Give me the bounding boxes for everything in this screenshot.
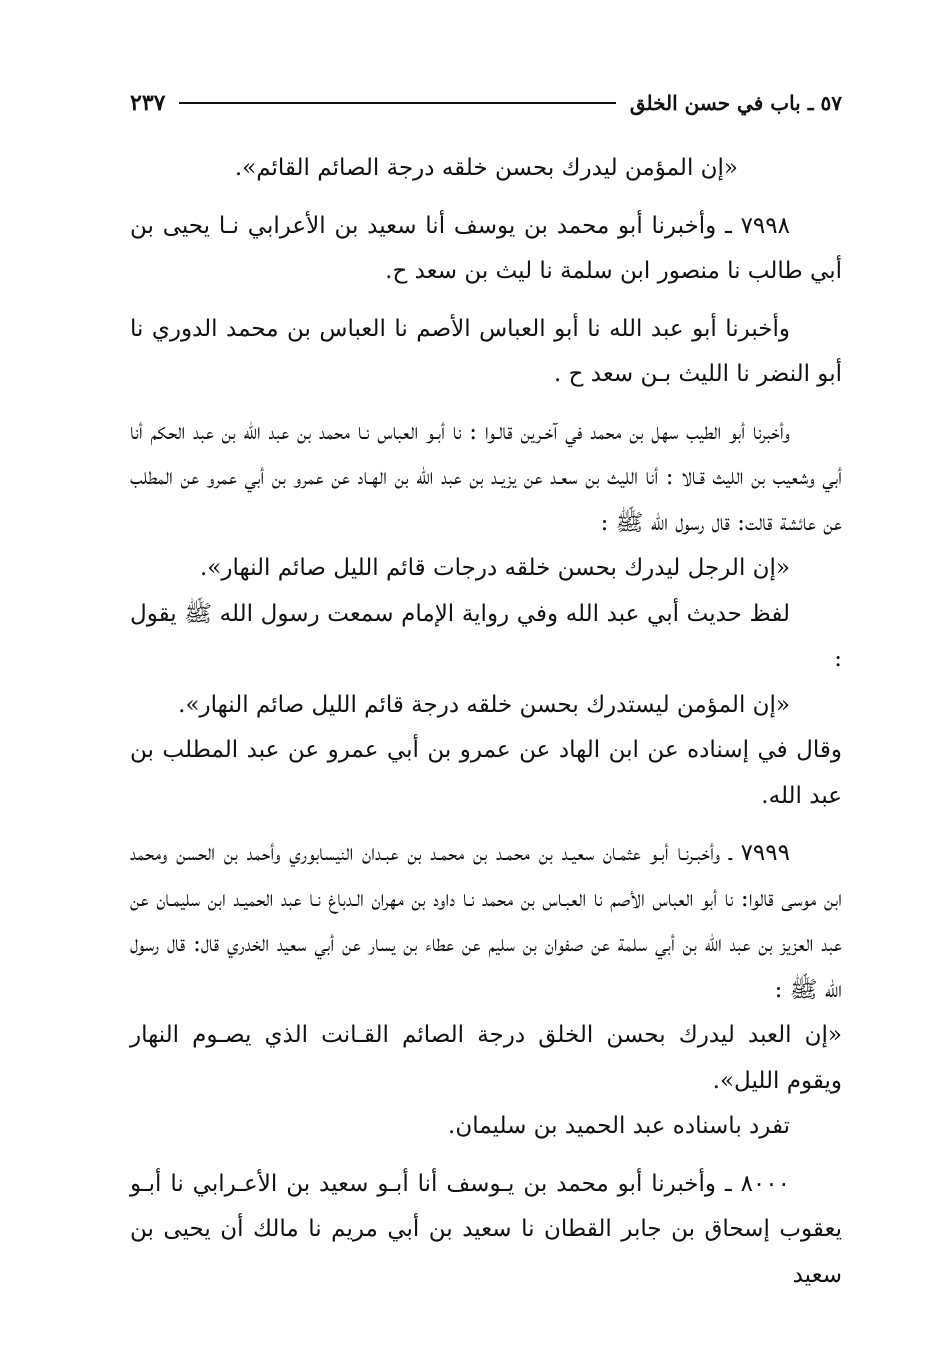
page-body	[130, 146, 842, 1298]
page-header	[130, 88, 842, 118]
hadith-text: «إن الرجل ليدرك بحسن خلقه درجات قائم الليل صائم النهار».	[199, 555, 790, 581]
narration-paragraph: وأخبرنا أبو الطيب سهل بن محمد في آخـرين قالـوا : نا أبـو العباس نـا محمد بن عبد الله بن عبد الحكم أنا أبي وشعيب بن الليث قـالا : أنا الليث بن سعـد عن يزيـد بن عبد الله بن الهـاد عن عمرو بن أبي عمرو عن المطلب عن عائشة قالت: قال رسول الله ﷺ :	[130, 418, 843, 536]
narration-paragraph: ٧٩٩٩ ـ وأخبـرنـا أبـو عثمـان سعيـد بن محمـد بن محمـد بن عبـدان النيسابوري وأحمد بن الحسن ومحمد ابن موسى قالوا: نا أبو العباس الأصم نا العبـاس بن محمد نـا داود بن مهران الـدباغ نـا عبد الحميـد ابن سليمـان عن عبد العزيز بن عبد الله بن أبي سلمة عن صفوان بن سليم عن عطاء بن يسار عن أبي سعيد الخدري قال: قال رسول الله ﷺ :	[130, 840, 842, 1003]
narration-paragraph: ٧٩٩٨ ـ وأخبرنا أبو محمد بن يوسف أنا سعيد بن الأعرابي نـا يحيى بن أبي طالب نا منصور ابن سلمة نا ليث بن سعد ح.	[130, 212, 842, 284]
hadith-text: «إن المؤمن ليدرك بحسن خلقه درجة الصائم القائم».	[234, 155, 738, 181]
narration-paragraph: ٨٠٠٠ ـ وأخبرنا أبو محمد بن يـوسف أنا أبـو سعيد بن الأعـرابي نا أبـو يعقوب إسحاق بن جابر القطان نا سعيد بن أبي مريم نا مالك أن يحيى بن سعيد	[130, 1170, 842, 1288]
hadith-text: «إن العبد ليدرك بحسن الخلق درجة الصائم القـانت الذي يصـوم النهار ويقوم الليل».	[130, 1022, 842, 1094]
narration-paragraph: تفرد باسناده عبد الحميد بن سليمان.	[448, 1113, 790, 1139]
narration-paragraph: وقال في إسناده عن ابن الهاد عن عمرو بن أبي عمرو عن عبد المطلب بن عبد الله.	[130, 737, 842, 809]
header-rule	[179, 102, 615, 104]
chapter-title: ٥٧ ـ باب في حسن الخلق	[629, 91, 842, 115]
hadith-text: «إن المؤمن ليستدرك بحسن خلقه درجة قائم الليل صائم النهار».	[178, 691, 790, 718]
page-number: ٢٣٧	[130, 90, 166, 116]
narration-paragraph: لفظ حديث أبي عبد الله وفي رواية الإمام سمعت رسول الله ﷺ يقول :	[130, 600, 842, 672]
narration-paragraph: وأخبرنا أبو عبد الله نا أبو العباس الأصم نا العباس بن محمد الدوري نا أبو النضر نا الليث بـن سعد ح .	[130, 315, 842, 387]
